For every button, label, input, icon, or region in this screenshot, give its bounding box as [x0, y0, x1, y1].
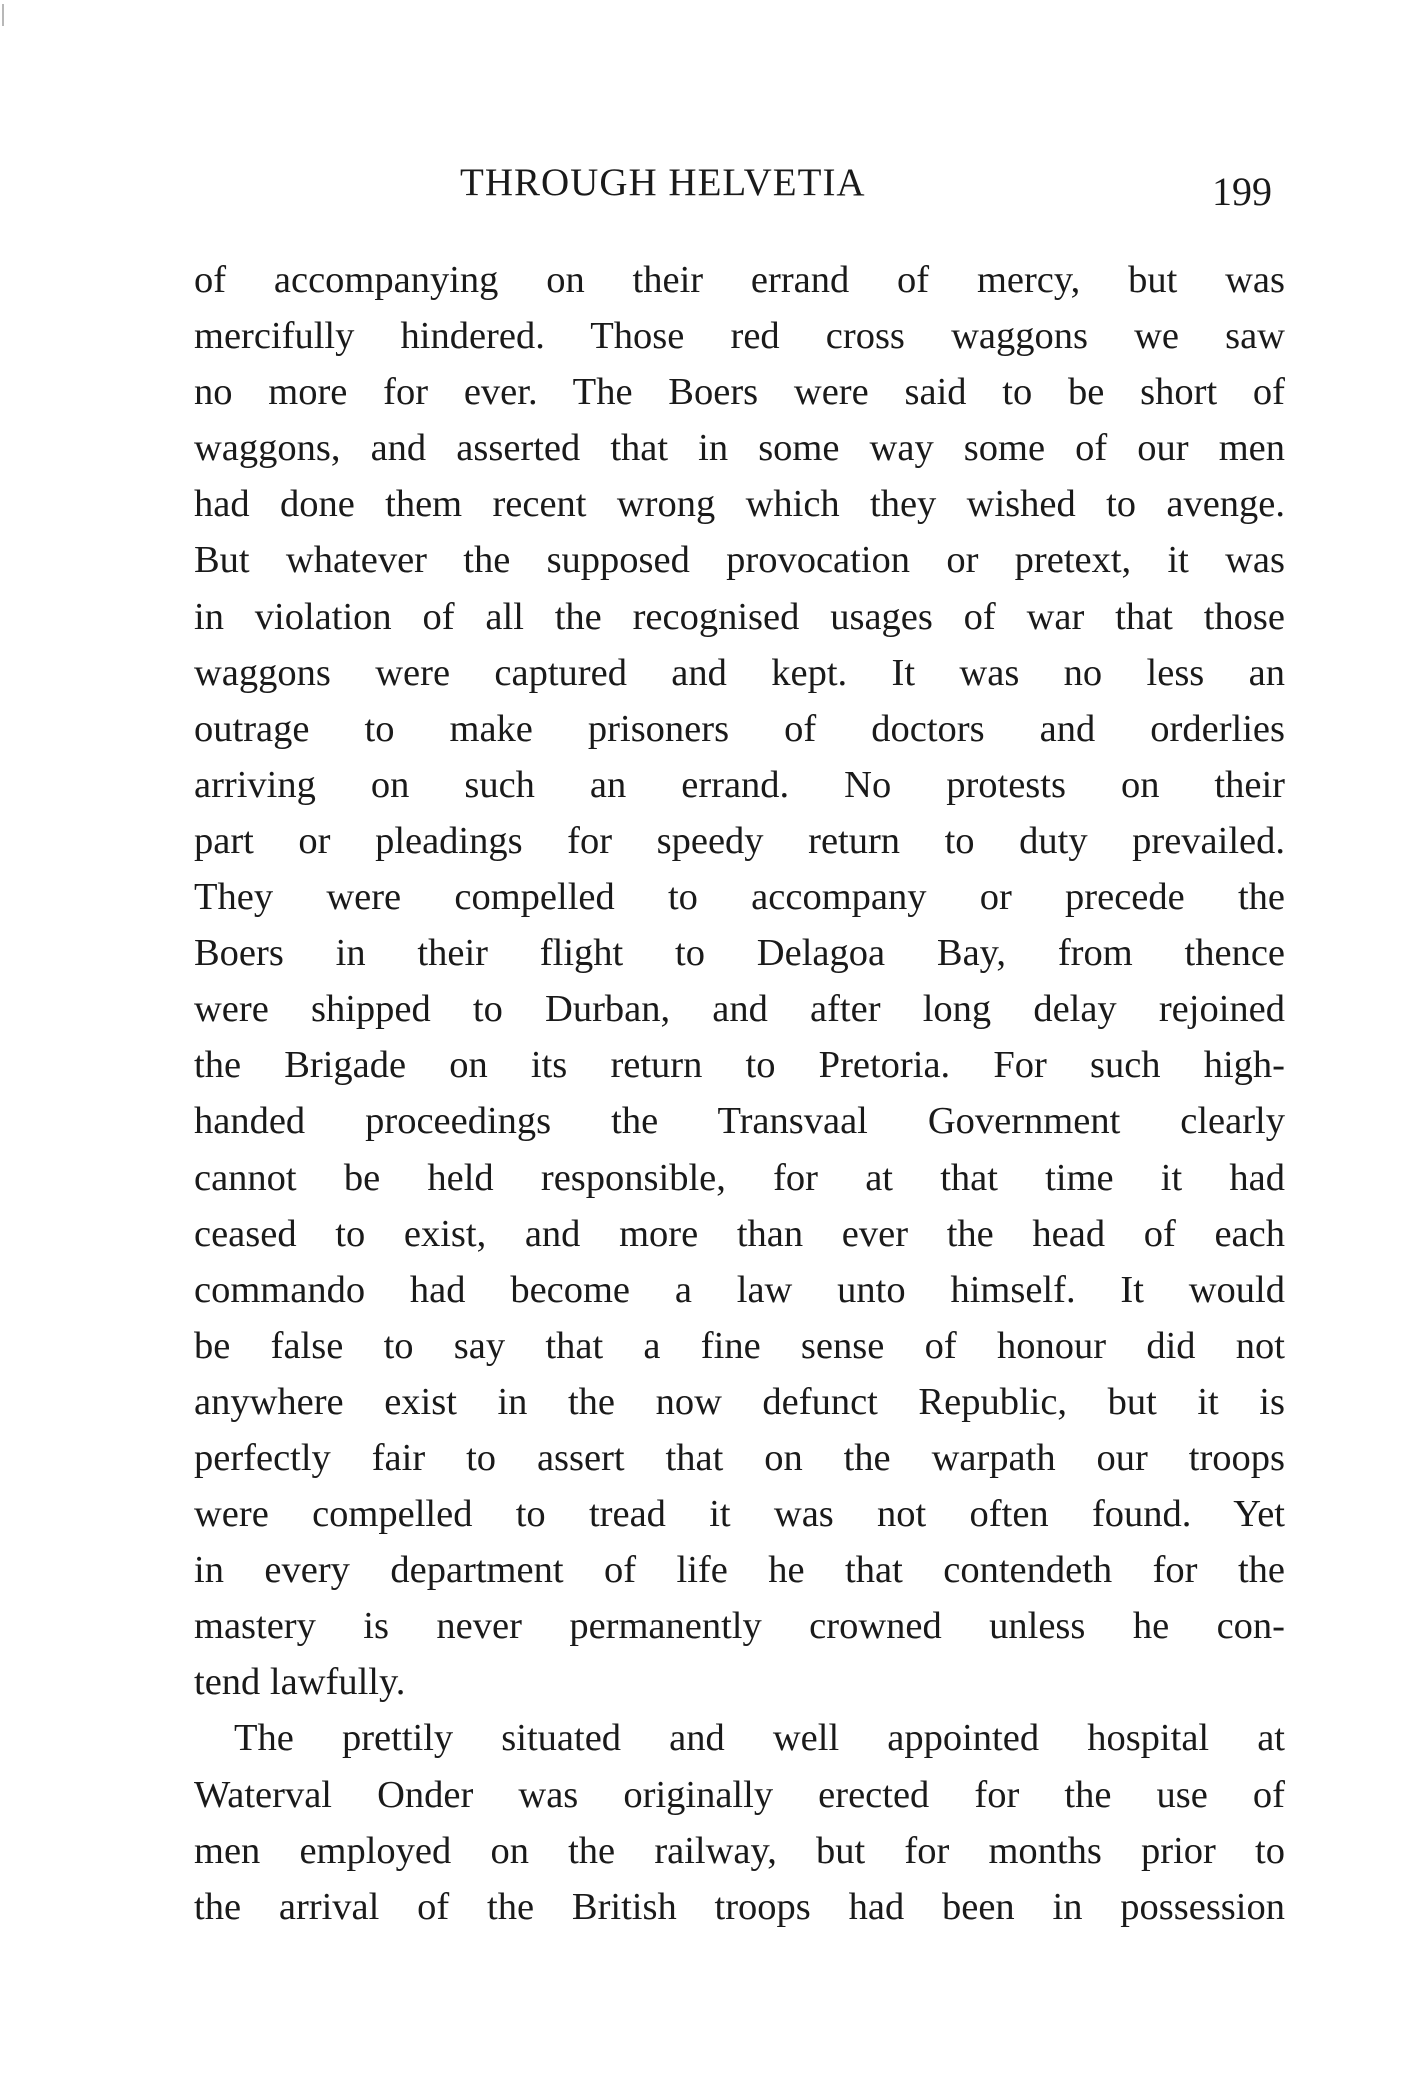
text-line: handed proceedings the Transvaal Government clearly [194, 1100, 1285, 1143]
text-line: The prettily situated and well appointed hospital at [234, 1717, 1285, 1760]
text-line: mercifully hindered. Those red cross waggons we saw [194, 315, 1285, 358]
text-line: were compelled to tread it was not often found. Yet [194, 1493, 1285, 1536]
page-number: 199 [1212, 169, 1272, 214]
paragraph-1 [194, 252, 1285, 1710]
text-line: mastery is never permanently crowned unless he con- [194, 1605, 1285, 1648]
text-line: of accompanying on their errand of mercy, but was [194, 259, 1285, 301]
text-line: Boers in their flight to Delagoa Bay, from thence [194, 932, 1285, 975]
text-line: were shipped to Durban, and after long delay rejoined [194, 988, 1285, 1031]
scan-edge-mark [2, 4, 10, 26]
text-line: anywhere exist in the now defunct Republic, but it is [194, 1380, 1285, 1423]
text-line: waggons, and asserted that in some way some of our men [194, 427, 1285, 470]
text-line: had done them recent wrong which they wished to avenge. [194, 483, 1285, 526]
text-line: But whatever the supposed provocation or pretext, it was [194, 539, 1285, 582]
text-line: perfectly fair to assert that on the warpath our troops [194, 1436, 1285, 1479]
text-line: in every department of life he that contendeth for the [194, 1549, 1285, 1592]
text-line: be false to say that a fine sense of honour did not [194, 1324, 1285, 1367]
text-line: men employed on the railway, but for months prior to [194, 1829, 1285, 1872]
text-line: arriving on such an errand. No protests on their [194, 763, 1285, 806]
text-line: They were compelled to accompany or precede the [194, 876, 1285, 919]
text-line: no more for ever. The Boers were said to be short of [194, 371, 1285, 414]
text-line: ceased to exist, and more than ever the head of each [194, 1212, 1285, 1255]
text-line: waggons were captured and kept. It was no less an [194, 651, 1285, 694]
text-line: in violation of all the recognised usages of war that those [194, 595, 1285, 638]
text-line: the arrival of the British troops had been in possession [194, 1885, 1285, 1928]
paragraph-2 [194, 1710, 1285, 1934]
text-line: Waterval Onder was originally erected for the use of [194, 1773, 1285, 1816]
text-line: outrage to make prisoners of doctors and orderlies [194, 707, 1285, 750]
running-title: THROUGH HELVETIA [460, 161, 866, 204]
text-line: commando had become a law unto himself. It would [194, 1268, 1285, 1311]
page-body [194, 252, 1285, 1935]
text-line: cannot be held responsible, for at that time it had [194, 1156, 1285, 1199]
text-line: the Brigade on its return to Pretoria. For such high- [194, 1044, 1285, 1087]
text-line: part or pleadings for speedy return to duty prevailed. [194, 819, 1285, 862]
text-line: tend lawfully. [194, 1661, 406, 1704]
